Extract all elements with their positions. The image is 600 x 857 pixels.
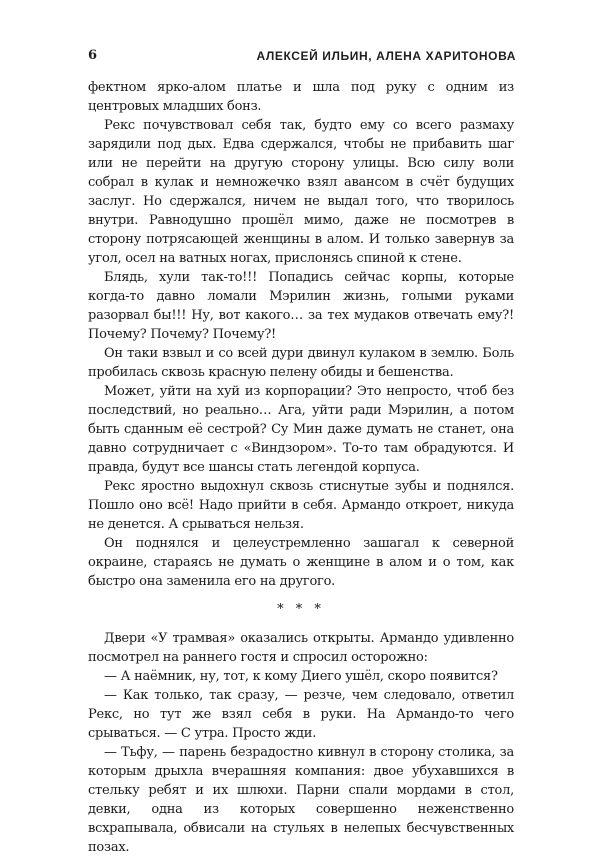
paragraph: Рекс почувствовал себя так, будто ему со всего размаху зарядили под дых. Едва сдержался, чтобы не прибавить шаг или не перейти на другую сторону улицы. Всю силу воли собрал в кулак и немножечко взял авансом в счёт будущих заслуг. Но сдержался, ничем не выдал того, что творилось внутри. Равнодушно прошёл мимо, даже не посмотрев в сторону потрясающей женщины в алом. И только завернув за угол, осел на ватных ногах, прислонясь спиной к стене. — [88, 118, 514, 266]
page-header — [0, 0, 600, 80]
paragraph-continued: фектном ярко-алом платье и шла под руку с одним из центровых младших бонз. — [88, 80, 514, 114]
page-number: 6 — [88, 48, 98, 63]
paragraph: Он таки взвыл и со всей дури двинул кулаком в землю. Боль пробилась сквозь красную пелену обиды и бешенства. — [88, 346, 514, 380]
dialogue-line: — Как только, так сразу, — резче, чем следовало, ответил Рекс, но тут же взял себя в руки. На Армандо-то чего срываться. — С утра. Просто жди. — [88, 688, 514, 741]
book-text — [88, 78, 514, 857]
dialogue-line: — А наёмник, ну, тот, к кому Диего ушёл, скоро появится? — [104, 669, 498, 684]
paragraph: Он поднялся и целеустремленно зашагал к северной окраине, стараясь не думать о женщине в алом и о том, как быстро она заменила его на другого. — [88, 536, 514, 589]
section-divider: * * * — [277, 602, 325, 617]
dialogue-line: — Тьфу, — парень безрадостно кивнул в сторону столика, за которым дрыхла вчерашняя компания: двое убухавшихся в стельку ребят и их шлюхи. Парни спали мордами в стол, девки, одна из которых совершенно неженственно всхрапывала, обвисали на стульях в нелепых бесчувственных позах. — [88, 745, 514, 855]
running-head-authors: АЛЕКСЕЙ ИЛЬИН, АЛЕНА ХАРИТОНОВА — [256, 49, 516, 63]
paragraph: Может, уйти на хуй из корпорации? Это непросто, чтоб без последствий, но реально… Ага, уйти ради Мэрилин, а потом быть сданным её сестрой? Су Мин даже думать не станет, она давно сотрудничает с «Виндзором». То-то там обрадуются. И правда, будут все шансы стать легендой корпуса. — [88, 384, 514, 475]
paragraph: Рекс яростно выдохнул сквозь стиснутые зубы и поднялся. Пошло оно всё! Надо прийти в себя. Армандо откроет, никуда не денется. А срываться нельзя. — [88, 479, 514, 532]
paragraph: Блядь, хули так-то!!! Попадись сейчас корпы, которые когда-то давно ломали Мэрилин жизнь, голыми руками разорвал бы!!! Ну, вот какого… за тех мудаков отвечать ему?! Почему? Почему? Почему?! — [88, 270, 514, 342]
paragraph: Двери «У трамвая» оказались открыты. Армандо удивленно посмотрел на раннего гостя и спросил осторожно: — [88, 631, 514, 665]
